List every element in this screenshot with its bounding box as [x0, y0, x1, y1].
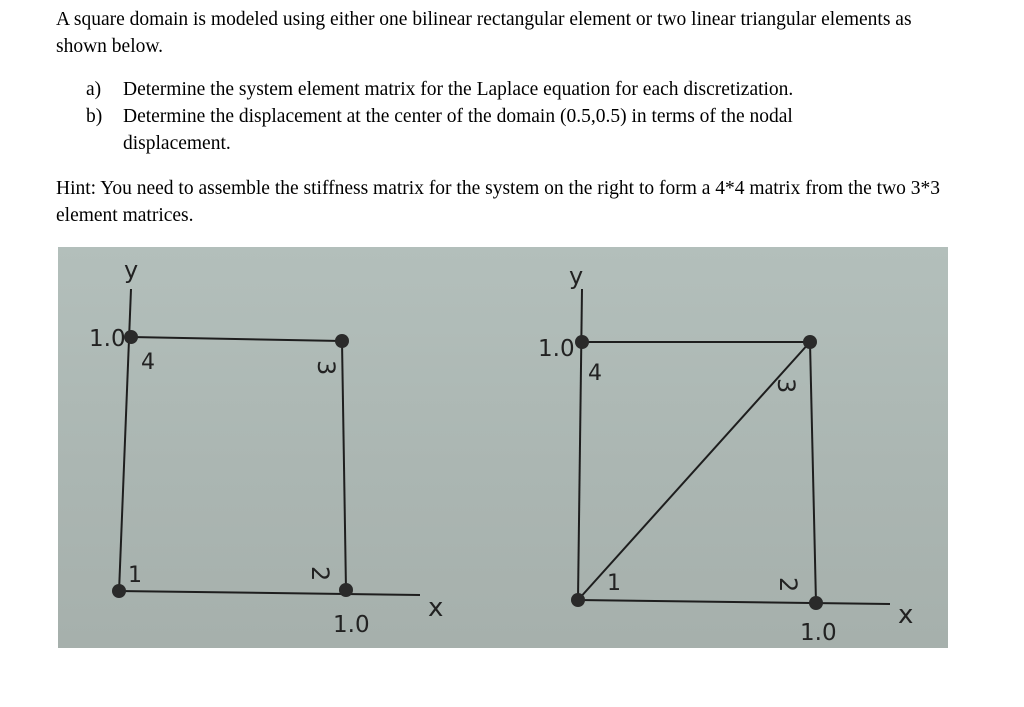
- left-node-2-label: 2: [306, 566, 334, 582]
- left-node-4-dot: [124, 330, 138, 344]
- question-a-text: Determine the system element matrix for the Laplace equation for each discretization.: [123, 79, 794, 100]
- right-x-axis-label: x: [898, 600, 914, 630]
- element-diagram: [58, 247, 948, 648]
- right-node-3-dot: [803, 335, 817, 349]
- right-node-2-dot: [809, 596, 823, 610]
- right-y-tick-label: 1.0: [538, 336, 575, 362]
- question-b-text: Determine the displacement at the center of the domain (0.5,0.5) in terms of the nodal: [123, 106, 793, 127]
- right-node-2-label: 2: [774, 577, 802, 593]
- right-node-4-dot: [575, 335, 589, 349]
- left-node-2-dot: [339, 583, 353, 597]
- left-y-tick-label: 1.0: [89, 326, 126, 352]
- left-node-3-label: 3: [312, 360, 340, 376]
- right-right-edge: [810, 342, 816, 603]
- element-diagram-photo: [58, 247, 948, 648]
- rectangular-element-diagram: [119, 289, 420, 595]
- triangular-elements-diagram: [578, 289, 890, 604]
- question-b-continuation: displacement.: [123, 133, 231, 154]
- left-node-4-label: 4: [141, 350, 155, 375]
- right-node-1-label: 1: [607, 571, 621, 596]
- left-node-3-dot: [335, 334, 349, 348]
- left-x-axis-label: x: [428, 593, 444, 623]
- right-x-axis: [578, 600, 890, 604]
- right-y-axis-label: y: [569, 262, 584, 290]
- question-b-label: b): [86, 106, 103, 127]
- problem-intro: A square domain is modeled using either one bilinear rectangular element or two linear triangular elements as shown below.: [56, 9, 912, 57]
- right-node-3-label: 3: [772, 378, 800, 394]
- left-x-tick-label: 1.0: [333, 612, 370, 638]
- left-node-1-label: 1: [128, 563, 142, 588]
- left-right-edge: [342, 341, 346, 590]
- left-x-axis: [119, 591, 420, 595]
- hint-text: Hint: You need to assemble the stiffness matrix for the system on the right to form a 4*4 matrix from the two 3*3 element matrices.: [56, 178, 941, 226]
- question-a-label: a): [86, 79, 102, 100]
- left-top-edge: [131, 337, 342, 341]
- left-node-1-dot: [112, 584, 126, 598]
- right-node-4-label: 4: [588, 361, 602, 386]
- right-x-tick-label: 1.0: [800, 620, 837, 646]
- left-y-axis-label: y: [124, 256, 139, 284]
- right-node-1-dot: [571, 593, 585, 607]
- question-a: [86, 76, 946, 103]
- question-b: [86, 103, 946, 157]
